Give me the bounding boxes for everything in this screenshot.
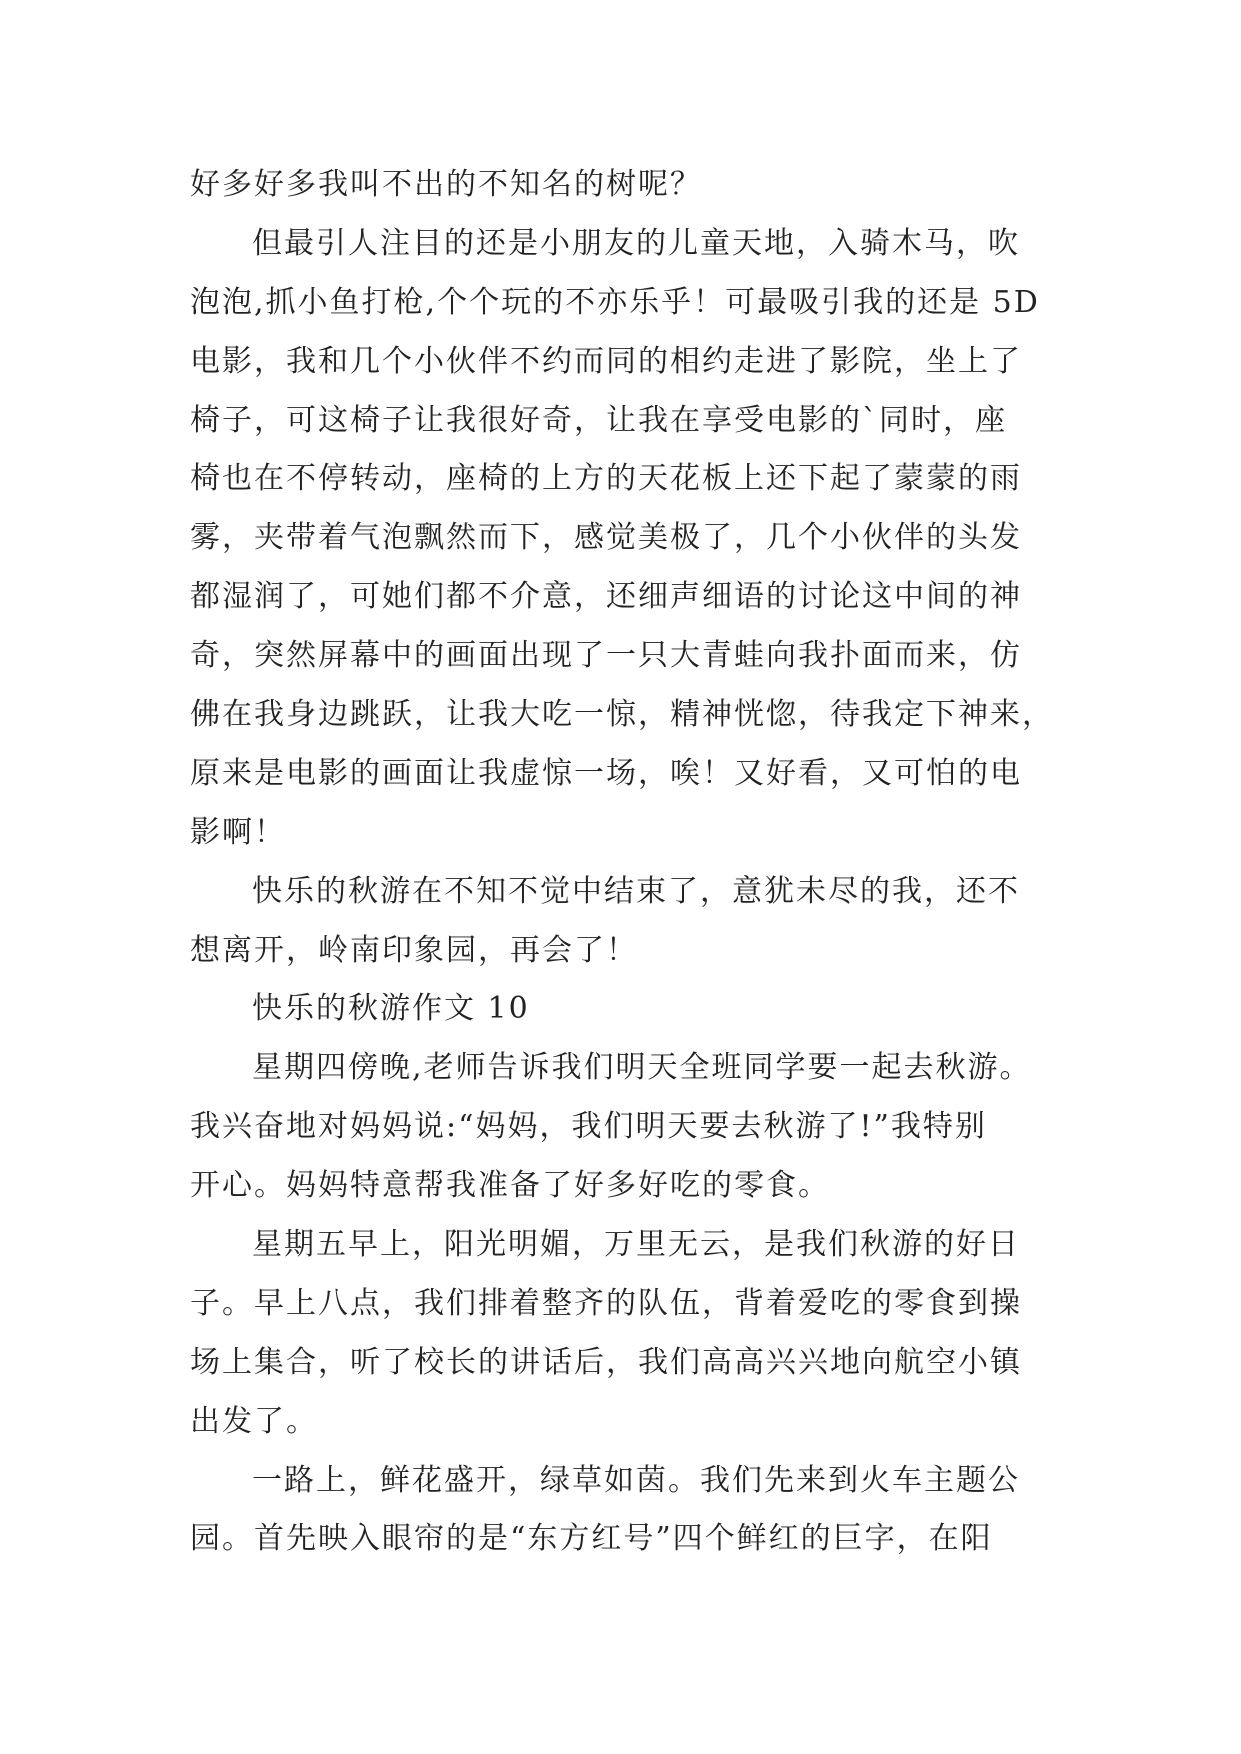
text-line: 星期四傍晚,老师告诉我们明天全班同学要一起去秋游。 (252, 1050, 1032, 1086)
text-line: 我兴奋地对妈妈说:“妈妈，我们明天要去秋游了!”我特别 (190, 1109, 987, 1145)
text-line: 快乐的秋游在不知不觉中结束了，意犹未尽的我，还不 (252, 873, 1020, 909)
text-line: 一路上，鲜花盛开，绿草如茵。我们先来到火车主题公 (252, 1462, 1020, 1498)
text-line: 园。首先映入眼帘的是“东方红号”四个鲜红的巨字，在阳 (190, 1521, 993, 1557)
text-line: 场上集合，听了校长的讲话后，我们高高兴兴地向航空小镇 (190, 1344, 1022, 1380)
text-line: 子。早上八点，我们排着整齐的队伍，背着爱吃的零食到操 (190, 1285, 1022, 1321)
text-line: 佛在我身边跳跃，让我大吃一惊，精神恍惚，待我定下神来， (190, 697, 1054, 733)
text-line: 椅也在不停转动，座椅的上方的天花板上还下起了蒙蒙的雨 (190, 461, 1022, 497)
text-line: 泡泡,抓小鱼打枪,个个玩的不亦乐乎！可最吸引我的还是 5D (190, 284, 1040, 320)
section-heading: 快乐的秋游作文 10 (252, 991, 530, 1027)
text-line: 但最引人注目的还是小朋友的儿童天地，入骑木马，吹 (252, 225, 1020, 261)
text-line: 出发了。 (190, 1403, 318, 1439)
essay-text (190, 156, 1054, 1569)
text-line: 好多好多我叫不出的不知名的树呢？ (190, 167, 702, 202)
text-line: 雾，夹带着气泡飘然而下，感觉美极了，几个小伙伴的头发 (190, 520, 1022, 556)
text-line: 都湿润了，可她们都不介意，还细声细语的讨论这中间的神 (190, 579, 1022, 615)
text-line: 想离开，岭南印象园，再会了！ (190, 932, 638, 968)
text-line: 影啊！ (190, 814, 286, 850)
text-line: 原来是电影的画面让我虚惊一场，唉！又好看，又可怕的电 (190, 755, 1022, 791)
text-line: 电影，我和几个小伙伴不约而同的相约走进了影院，坐上了 (190, 343, 1022, 379)
text-line: 星期五早上，阳光明媚，万里无云，是我们秋游的好日 (252, 1227, 1020, 1263)
text-line: 椅子，可这椅子让我很好奇，让我在享受电影的`同时，座 (190, 402, 1007, 438)
text-line: 开心。妈妈特意帮我准备了好多好吃的零食。 (190, 1168, 830, 1204)
text-line: 奇，突然屏幕中的画面出现了一只大青蛙向我扑面而来，仿 (190, 638, 1022, 674)
